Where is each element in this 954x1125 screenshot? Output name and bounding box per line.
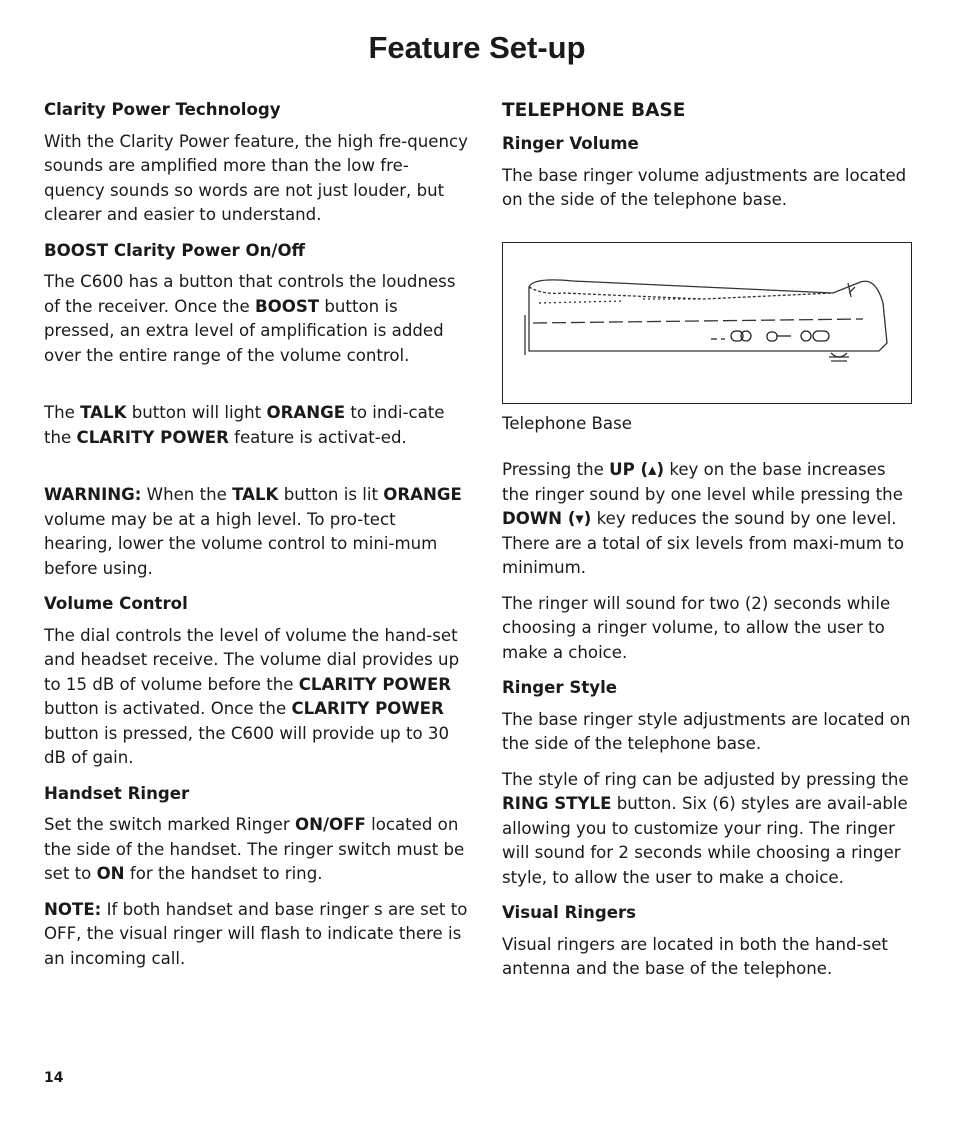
boost-paragraph: The C600 has a button that controls the loudness of the receiver. Once the BOOST button is pressed, an extra level of amplification is added over the entire range of the volume control.: [44, 272, 456, 365]
boost-heading: BOOST Clarity Power On/Off: [44, 240, 306, 260]
handset-ringer-heading: Handset Ringer: [44, 783, 190, 803]
ringer-duration-paragraph: The ringer will sound for two (2) seconds while choosing a ringer volume, to allow the user to make a choice.: [502, 593, 891, 662]
handset-ringer-text: Set the switch marked Ringer ON/OFF located on the side of the handset. The ringer switch must be set to ON for the handset to ring.: [44, 815, 465, 883]
volume-control-text: The dial controls the level of volume the hand-set and headset receive. The volume dial provides up to 15 dB of volume before the CLARITY POWER button is activated. Once the CLARITY POWER button is pressed, the C600 will provide up to 30 dB of gain.: [44, 625, 460, 767]
visual-ringers-text: Visual ringers are located in both the hand-set antenna and the base of the telephone.: [502, 934, 888, 978]
clarity-power-text: With the Clarity Power feature, the high fre-quency sounds are amplified more than the low fre-quency sounds so words are not just louder, but clearer and easier to understand.: [44, 131, 468, 224]
ringer-volume-text: The base ringer volume adjustments are located on the side of the telephone base.: [502, 165, 907, 209]
talk-orange-paragraph: The TALK button will light ORANGE to indi-cate the CLARITY POWER feature is activat-ed.: [44, 403, 445, 447]
volume-control-heading: Volume Control: [44, 594, 188, 613]
page-number: 14: [44, 1070, 64, 1086]
note-paragraph: NOTE: If both handset and base ringer s are set to OFF, the visual ringer will flash to indicate there is an incoming call.: [44, 899, 468, 968]
ringer-volume-heading: Ringer Volume: [502, 134, 639, 153]
figure-caption: Telephone Base: [502, 413, 632, 433]
telephone-base-illustration: [503, 243, 911, 403]
clarity-power-heading: Clarity Power Technology: [44, 100, 281, 119]
right-column: [502, 98, 914, 993]
page-title: Feature Set-up: [368, 30, 586, 65]
ringer-style-text: The base ringer style adjustments are located on the side of the telephone base.: [502, 709, 911, 753]
up-down-paragraph: Pressing the UP (▴) key on the base increases the ringer sound by one level while pressing the DOWN (▾) key reduces the sound by one level. There are a total of six levels from maxi-mum to minimum.: [502, 460, 904, 577]
warning-paragraph: WARNING: When the TALK button is lit ORANGE volume may be at a high level. To pro-tect hearing, lower the volume control to mini-mum before using.: [44, 485, 462, 578]
telephone-base-figure: [502, 242, 912, 404]
telephone-base-heading: TELEPHONE BASE: [502, 100, 686, 121]
left-column: [44, 98, 468, 982]
ringer-style-heading: Ringer Style: [502, 678, 618, 697]
visual-ringers-heading: Visual Ringers: [502, 903, 637, 922]
ring-style-paragraph: The style of ring can be adjusted by pressing the RING STYLE button. Six (6) styles are avail-able allowing you to customize your ring. The ringer will sound for 2 seconds while choosing a ringer style, to allow the user to make a choice.: [502, 769, 909, 887]
